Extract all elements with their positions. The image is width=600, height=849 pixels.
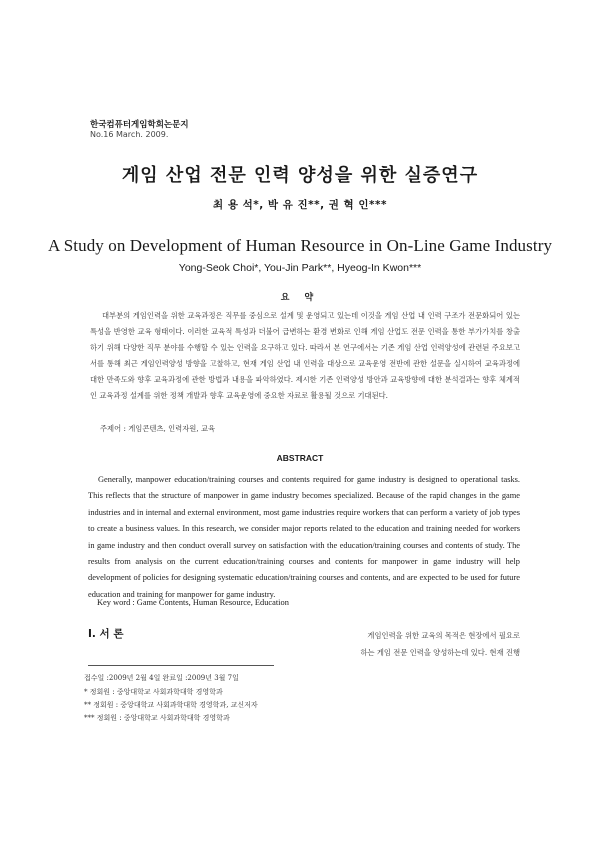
journal-name: 한국컴퓨터게임학회논문지 xyxy=(90,120,189,130)
footnote-divider xyxy=(88,665,274,666)
footnote-dates: 접수일 :2009년 2월 4일 완료일 :2009년 3월 7일 xyxy=(84,674,239,682)
korean-title: 게임 산업 전문 인력 양성을 위한 실증연구 xyxy=(121,165,479,186)
introduction-text xyxy=(318,627,520,661)
section-heading-introduction: Ⅰ. 서 론 xyxy=(88,628,124,640)
english-abstract-body: Generally, manpower education/training courses and contents required for game industry is designed to operational tasks. This reflects that the structure of manpower in game industry becomes specialized. Because of the rapid changes in the game industries and in internal and external environment, most game industries require workers that can perform a variety of job types to create a business values. In this research, we consider major reports related to the education and training needed for workers in game industry and then conduct overall survey on satisfaction with the education/training courses and contents of study. The results from analysis on the current education/training courses and contents for manpower in game industry will help development of policies for designing systematic education/training courses and contents, and are expected to be used for future education and training for manpower for game industry. xyxy=(88,475,520,599)
korean-keywords: 주제어 : 게임콘텐츠, 인력자원, 교육 xyxy=(100,424,216,433)
korean-authors: 최 용 석*, 박 유 진**, 권 혁 인*** xyxy=(213,199,387,211)
footnote-author-1: * 정회원 : 중앙대학교 사회과학대학 경영학과 xyxy=(84,688,223,696)
english-authors: Yong-Seok Choi*, You-Jin Park**, Hyeog-In Kwon*** xyxy=(178,262,422,274)
journal-issue: No.16 March. 2009. xyxy=(90,130,169,139)
footnote-author-3: *** 정회원 : 중앙대학교 사회과학대학 경영학과 xyxy=(84,714,230,722)
footnote-author-2: ** 정회원 : 중앙대학교 사회과학대학 경영학과, 교신저자 xyxy=(84,701,258,709)
korean-abstract-body: 대부분의 게임인력을 위한 교육과정은 직무를 중심으로 설계 및 운영되고 있는데 이것을 게임 산업 내 인력 구조가 전문화되어 있는 특성을 반영한 교육 형태이다. 이러한 교육적 특성과 더불어 급변하는 환경 변화로 인해 게임 산업도 전문 인력을 통한 부가가치를 창출하기 위해 다양한 직무 분야를 수행할 수 있는 인력을 요구하고 있다. 따라서 본 연구에서는 기존 게임 산업 인력양성에 관련된 주요보고서를 통해 최근 게임인력양성 방향을 고찰하고, 현재 게임 산업 내 인력을 대상으로 교육운영 전반에 관한 설문을 실시하여 교육과정에 대한 만족도와 향후 교육과정에 관한 방법과 내용을 파악하였다. 제시한 기존 인력양성 방안과 교육방향에 대한 분석결과는 향후 체계적인 교육과정 설계를 위한 정책 개발과 향후 교육운영에 중요한 자료로 활용될 것으로 기대된다. xyxy=(90,311,520,400)
english-title: A Study on Development of Human Resource in On-Line Game Industry xyxy=(47,236,553,255)
english-keywords: Key word : Game Contents, Human Resource, Education xyxy=(97,598,289,607)
introduction-line-2: 하는 게임 전문 인력을 양성하는데 있다. 현재 진행 xyxy=(360,648,520,657)
english-abstract-heading: ABSTRACT xyxy=(276,453,324,463)
korean-abstract xyxy=(90,308,520,404)
korean-abstract-heading: 요 약 xyxy=(280,293,320,303)
english-abstract xyxy=(88,472,520,603)
introduction-line-1: 게임인력을 위한 교육의 목적은 현장에서 필요로 xyxy=(367,631,520,640)
